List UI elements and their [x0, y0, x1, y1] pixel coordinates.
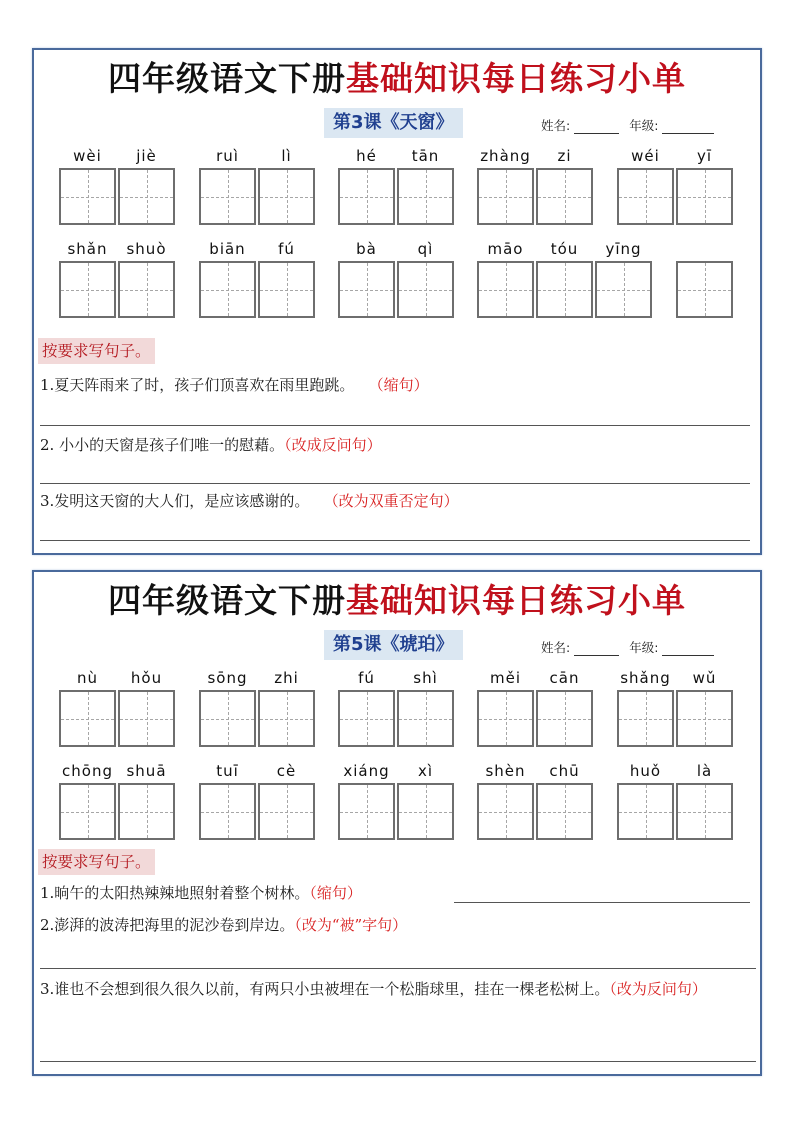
character-box[interactable]	[477, 783, 534, 840]
question-text: 1.夏天阵雨来了时，孩子们顶喜欢在雨里跑跳。	[40, 376, 355, 394]
pinyin-row	[34, 761, 760, 845]
question-text: 1.晌午的太阳热辣辣地照射着整个树林。	[40, 884, 310, 902]
pinyin-label: qì	[417, 240, 434, 258]
pinyin-label: huǒ	[629, 762, 662, 780]
pinyin-label: cān	[549, 669, 580, 687]
character-box[interactable]	[595, 261, 652, 318]
pinyin-label: biān	[209, 240, 246, 258]
pinyin-label: hé	[356, 147, 377, 165]
character-box[interactable]	[617, 690, 674, 747]
answer-line[interactable]	[454, 902, 750, 903]
character-box[interactable]	[676, 168, 733, 225]
pinyin-row	[34, 668, 760, 752]
answer-line[interactable]	[40, 540, 750, 541]
character-box[interactable]	[338, 783, 395, 840]
pinyin-label: yī	[696, 147, 713, 165]
character-box[interactable]	[617, 168, 674, 225]
character-box[interactable]	[676, 783, 733, 840]
worksheet-lesson-5	[32, 570, 762, 1076]
question-requirement: （缩句）	[309, 884, 362, 902]
character-box[interactable]	[59, 783, 116, 840]
pinyin-label: chū	[549, 762, 580, 780]
pinyin-label: wéi	[631, 147, 660, 165]
question-text: 2.澎湃的波涛把海里的泥沙卷到岸边。	[40, 916, 295, 934]
lesson-badge: 第5课《琥珀》	[324, 630, 463, 660]
character-box[interactable]	[199, 168, 256, 225]
answer-line[interactable]	[40, 425, 750, 426]
pinyin-label: zhàng	[480, 147, 531, 165]
character-box[interactable]	[338, 690, 395, 747]
pinyin-label: shèn	[485, 762, 526, 780]
question	[40, 490, 459, 512]
character-box[interactable]	[676, 690, 733, 747]
character-box[interactable]	[199, 261, 256, 318]
question-text: 2. 小小的天窗是孩子们唯一的慰藉。	[40, 436, 285, 454]
pinyin-label: měi	[489, 669, 521, 687]
pinyin-label: zi	[557, 147, 572, 165]
name-grade-fields	[541, 116, 714, 134]
character-box[interactable]	[59, 690, 116, 747]
question	[40, 374, 429, 396]
character-box[interactable]	[118, 783, 175, 840]
character-box[interactable]	[397, 783, 454, 840]
pinyin-label: lì	[281, 147, 292, 165]
answer-line[interactable]	[40, 968, 756, 969]
pinyin-label: fú	[278, 240, 295, 258]
title-practice: 基础知识每日练习小单	[346, 59, 686, 98]
character-box[interactable]	[118, 261, 175, 318]
pinyin-label: zhi	[274, 669, 299, 687]
pinyin-label: cè	[276, 762, 297, 780]
pinyin-label: xì	[417, 762, 434, 780]
pinyin-label: māo	[487, 240, 524, 258]
question-requirement: （改成反问句）	[284, 436, 382, 454]
title-grade-subject: 四年级语文下册	[108, 59, 346, 98]
character-box[interactable]	[617, 783, 674, 840]
pinyin-label: jiè	[136, 147, 157, 165]
pinyin-label: hǒu	[130, 669, 163, 687]
pinyin-label: bà	[356, 240, 377, 258]
pinyin-label: tuī	[216, 762, 239, 780]
grade-input-line[interactable]	[662, 121, 714, 134]
pinyin-label: wèi	[73, 147, 102, 165]
character-box[interactable]	[199, 690, 256, 747]
character-box[interactable]	[258, 690, 315, 747]
grade-label: 年级:	[629, 640, 659, 655]
pinyin-label: fú	[358, 669, 375, 687]
pinyin-label: chōng	[62, 762, 113, 780]
question	[40, 882, 362, 904]
pinyin-label: shǎn	[67, 240, 108, 258]
question-text: 3.谁也不会想到很久很久以前，有两只小虫被埋在一个松脂球里，挂在一棵老松树上。	[40, 980, 610, 998]
character-box[interactable]	[59, 261, 116, 318]
worksheet-lesson-3	[32, 48, 762, 555]
pinyin-label: shǎng	[620, 669, 671, 687]
question	[40, 974, 752, 1005]
name-input-line[interactable]	[574, 121, 619, 134]
pinyin-row	[34, 146, 760, 230]
pinyin-label: yīng	[605, 240, 642, 258]
title-grade-subject: 四年级语文下册	[108, 581, 346, 620]
character-box[interactable]	[536, 783, 593, 840]
title-practice: 基础知识每日练习小单	[346, 581, 686, 620]
pinyin-label: xiáng	[343, 762, 390, 780]
question-requirement: （改为“被”字句）	[294, 916, 408, 934]
section-label: 按要求写句子。	[38, 338, 155, 364]
character-box[interactable]	[59, 168, 116, 225]
worksheet-title	[34, 58, 760, 100]
grade-label: 年级:	[629, 118, 659, 133]
pinyin-row	[34, 239, 760, 323]
pinyin-label: shuò	[126, 240, 167, 258]
character-box[interactable]	[258, 783, 315, 840]
character-box[interactable]	[477, 690, 534, 747]
pinyin-label: tān	[411, 147, 440, 165]
character-box[interactable]	[676, 261, 733, 318]
character-box[interactable]	[258, 168, 315, 225]
question-requirement: （改为反问句）	[609, 980, 707, 998]
name-grade-fields	[541, 638, 714, 656]
lesson-badge: 第3课《天窗》	[324, 108, 463, 138]
character-box[interactable]	[199, 783, 256, 840]
character-box[interactable]	[477, 168, 534, 225]
name-label: 姓名:	[541, 640, 571, 655]
grade-input-line[interactable]	[662, 643, 714, 656]
pinyin-label: sōng	[207, 669, 248, 687]
answer-line[interactable]	[40, 1061, 756, 1062]
character-box[interactable]	[338, 261, 395, 318]
pinyin-label: là	[696, 762, 713, 780]
character-box[interactable]	[258, 261, 315, 318]
character-box[interactable]	[477, 261, 534, 318]
name-label: 姓名:	[541, 118, 571, 133]
pinyin-label: ruì	[216, 147, 239, 165]
question	[40, 434, 382, 456]
character-box[interactable]	[397, 168, 454, 225]
section-label: 按要求写句子。	[38, 849, 155, 875]
character-box[interactable]	[536, 168, 593, 225]
question-text: 3.发明这天窗的大人们，是应该感谢的。	[40, 492, 310, 510]
question	[40, 914, 407, 936]
character-box[interactable]	[397, 690, 454, 747]
pinyin-label: wǔ	[692, 669, 717, 687]
character-box[interactable]	[118, 690, 175, 747]
question-requirement: （改为双重否定句）	[323, 492, 459, 510]
character-box[interactable]	[338, 168, 395, 225]
name-input-line[interactable]	[574, 643, 619, 656]
answer-line[interactable]	[40, 483, 750, 484]
question-requirement: （缩句）	[368, 376, 429, 394]
pinyin-label: nù	[76, 669, 98, 687]
character-box[interactable]	[536, 261, 593, 318]
character-box[interactable]	[397, 261, 454, 318]
pinyin-label: tóu	[550, 240, 579, 258]
character-box[interactable]	[118, 168, 175, 225]
character-box[interactable]	[536, 690, 593, 747]
pinyin-label: shuā	[126, 762, 167, 780]
worksheet-title	[34, 580, 760, 622]
pinyin-label: shì	[413, 669, 438, 687]
